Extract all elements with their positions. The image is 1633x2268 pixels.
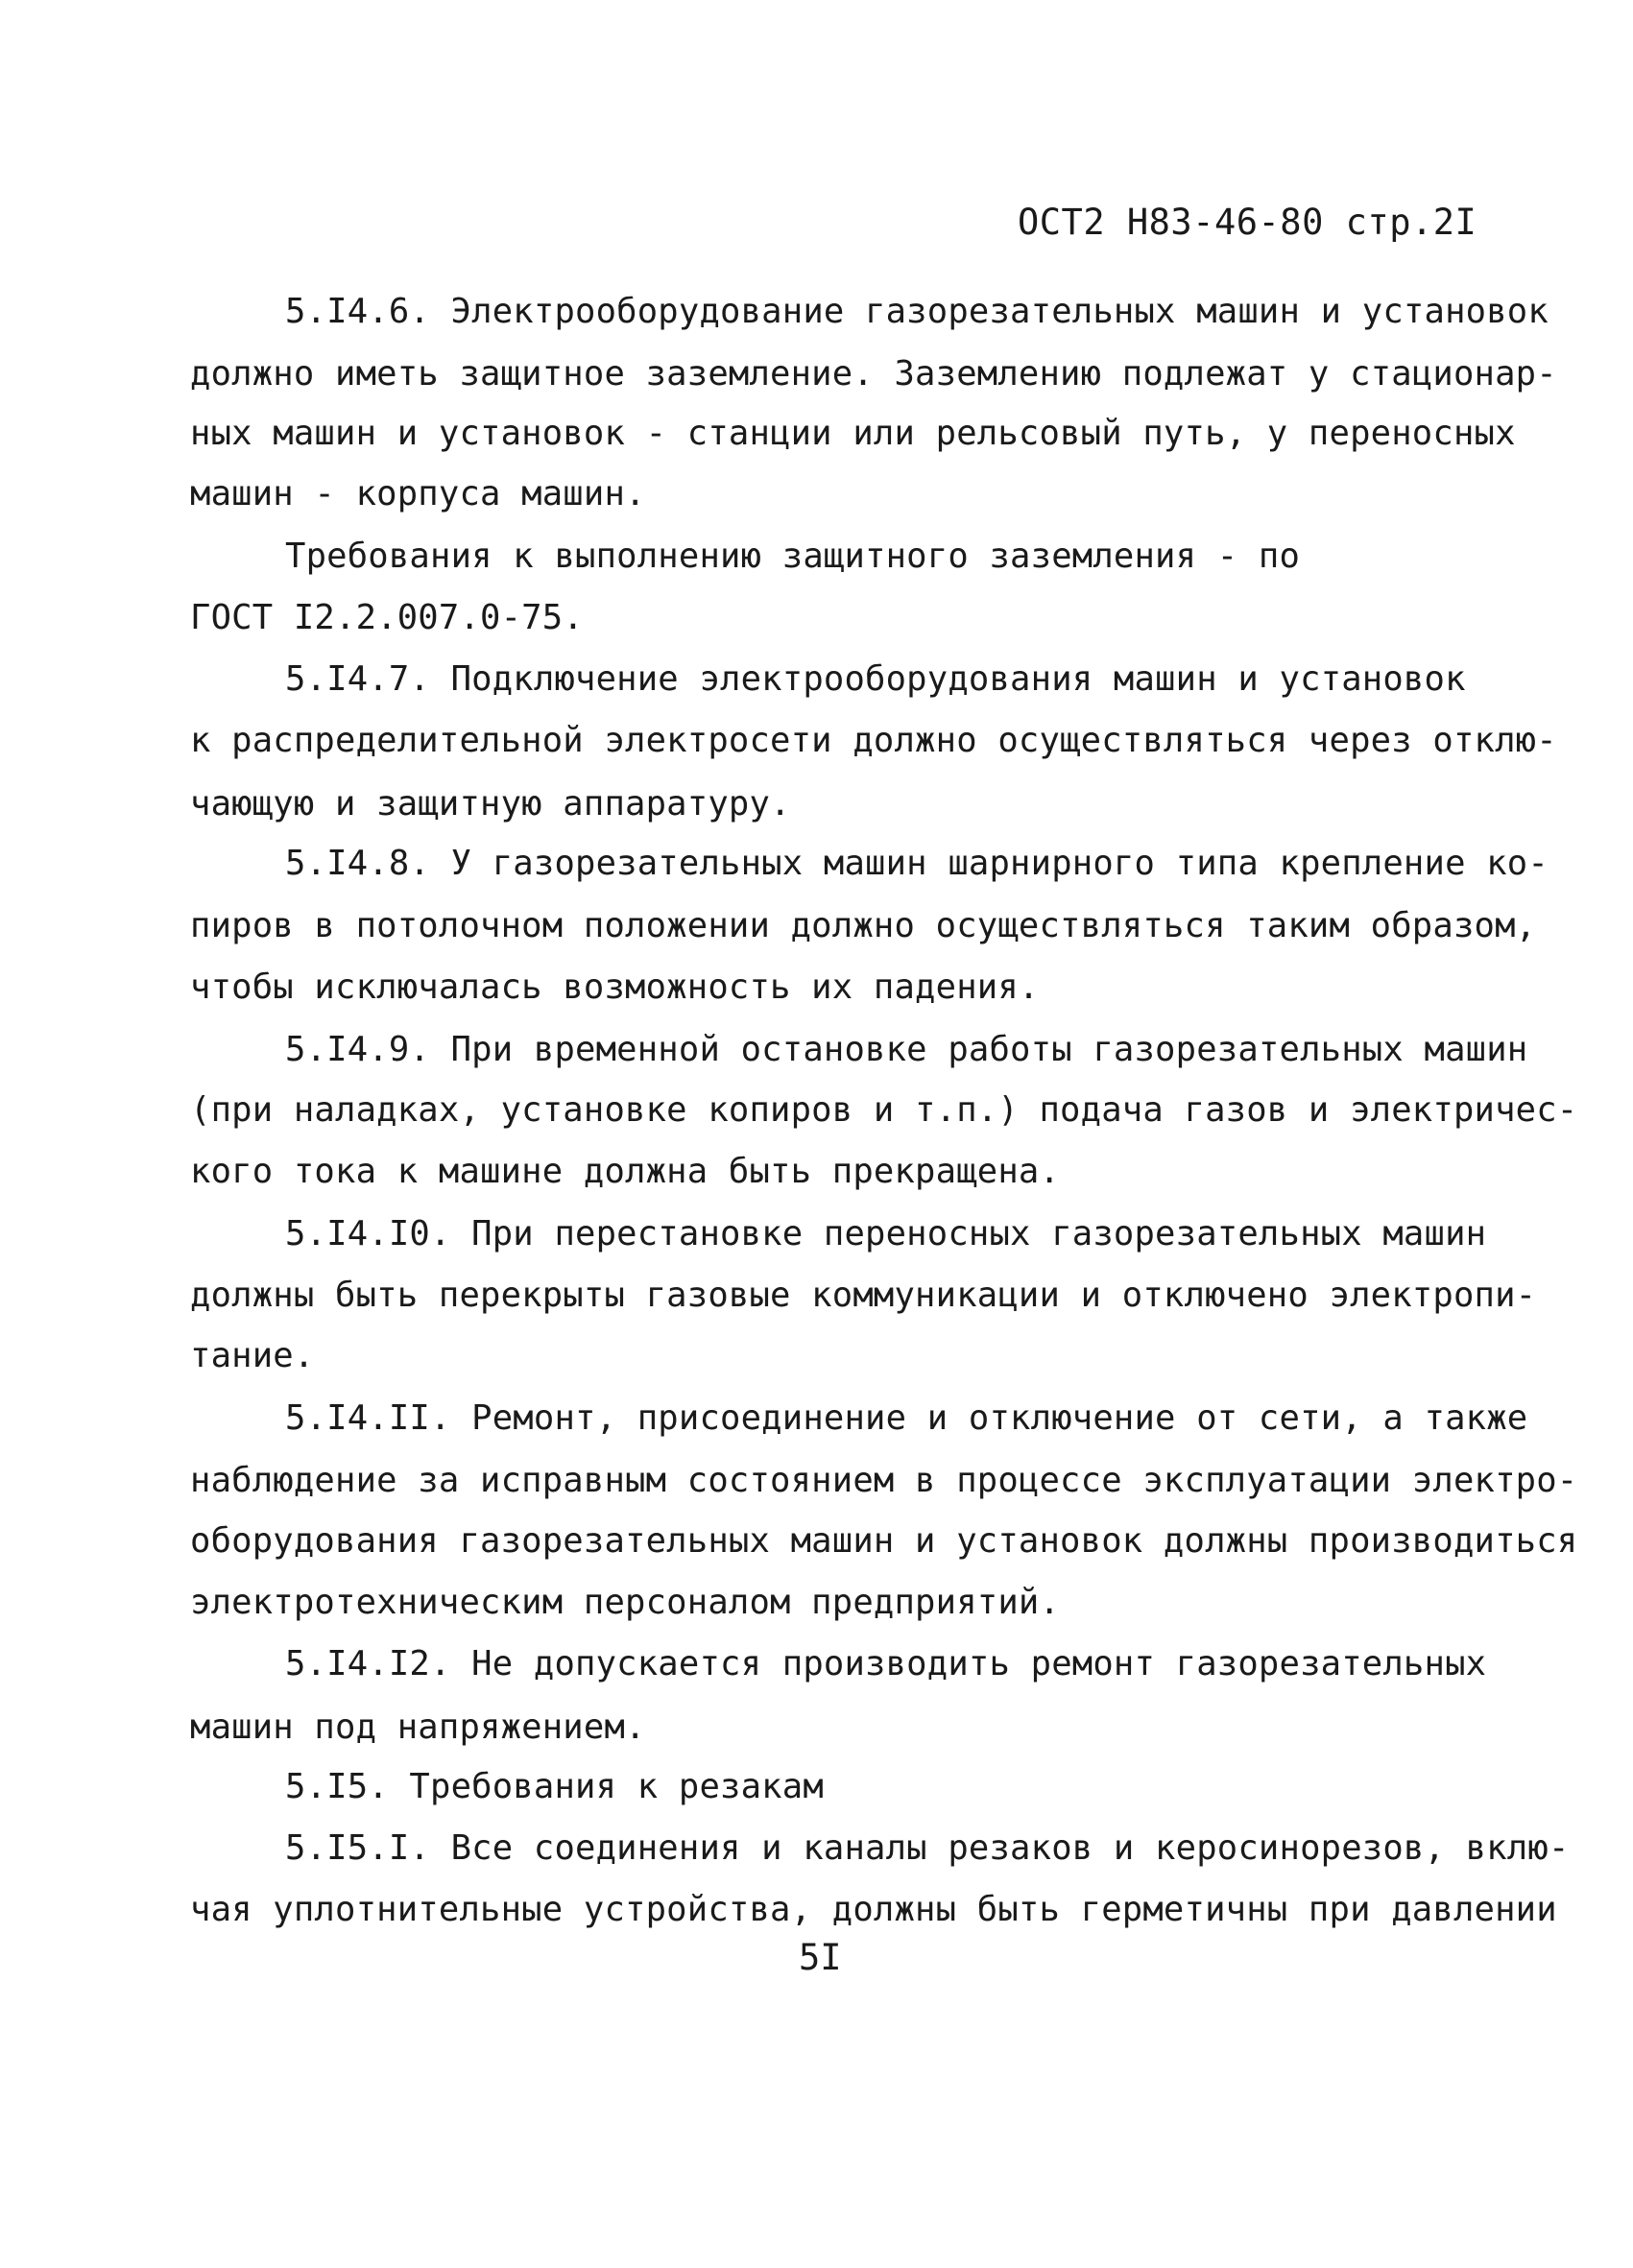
text-line: чающую и защитную аппаратуру. (190, 784, 791, 824)
text-line: к распределительной электросети должно осуществляться через отклю- (190, 721, 1557, 760)
text-line: наблюдение за исправным состоянием в процессе эксплуатации электро- (190, 1461, 1578, 1500)
running-head: ОСТ2 Н83-46-80 стр.2I (1018, 202, 1477, 243)
text-line: 5.I4.I0. При перестановке переносных газорезательных машин (285, 1214, 1487, 1253)
text-line: оборудования газорезательных машин и установок должны производиться (190, 1521, 1578, 1561)
text-line: должны быть перекрыты газовые коммуникации и отключено электропи- (190, 1276, 1537, 1315)
text-line: 5.I4.I2. Не допускается производить ремонт газорезательных (285, 1644, 1487, 1683)
text-line: 5.I4.7. Подключение электрооборудования машин и установок (285, 659, 1466, 699)
text-line: (при наладках, установке копиров и т.п.) подача газов и электричес- (190, 1090, 1578, 1130)
text-line: чтобы исключалась возможность их падения. (190, 967, 1040, 1007)
text-line: 5.I4.6. Электрооборудование газорезательных машин и установок (285, 292, 1549, 331)
text-line: чая уплотнительные устройства, должны быть герметичны при давлении (190, 1890, 1557, 1929)
text-line: пиров в потолочном положении должно осуществляться таким образом, (190, 906, 1537, 945)
text-line: кого тока к машине должна быть прекращена. (190, 1152, 1061, 1191)
text-line: должно иметь защитное заземление. Заземлению подлежат у стационар- (190, 354, 1557, 394)
text-line: ГОСТ I2.2.007.0-75. (190, 598, 584, 637)
text-line: 5.I5. Требования к резакам (285, 1767, 824, 1806)
text-line: машин под напряжением. (190, 1707, 646, 1747)
text-line: ных машин и установок - станции или рельсовый путь, у переносных (190, 414, 1516, 453)
text-line: тание. (190, 1336, 315, 1375)
text-line: машин - корпуса машин. (190, 474, 646, 513)
text-line: Требования к выполнению защитного заземления - по (285, 537, 1301, 576)
text-line: 5.I4.8. У газорезательных машин шарнирного типа крепление ко- (285, 844, 1549, 883)
page-number: 5I (799, 1937, 842, 1978)
text-line: электротехническим персоналом предприятий. (190, 1583, 1061, 1622)
text-line: 5.I4.II. Ремонт, присоединение и отключение от сети, а также (285, 1398, 1528, 1438)
text-line: 5.I5.I. Все соединения и каналы резаков и керосинорезов, вклю- (285, 1828, 1570, 1868)
text-line: 5.I4.9. При временной остановке работы газорезательных машин (285, 1030, 1528, 1069)
